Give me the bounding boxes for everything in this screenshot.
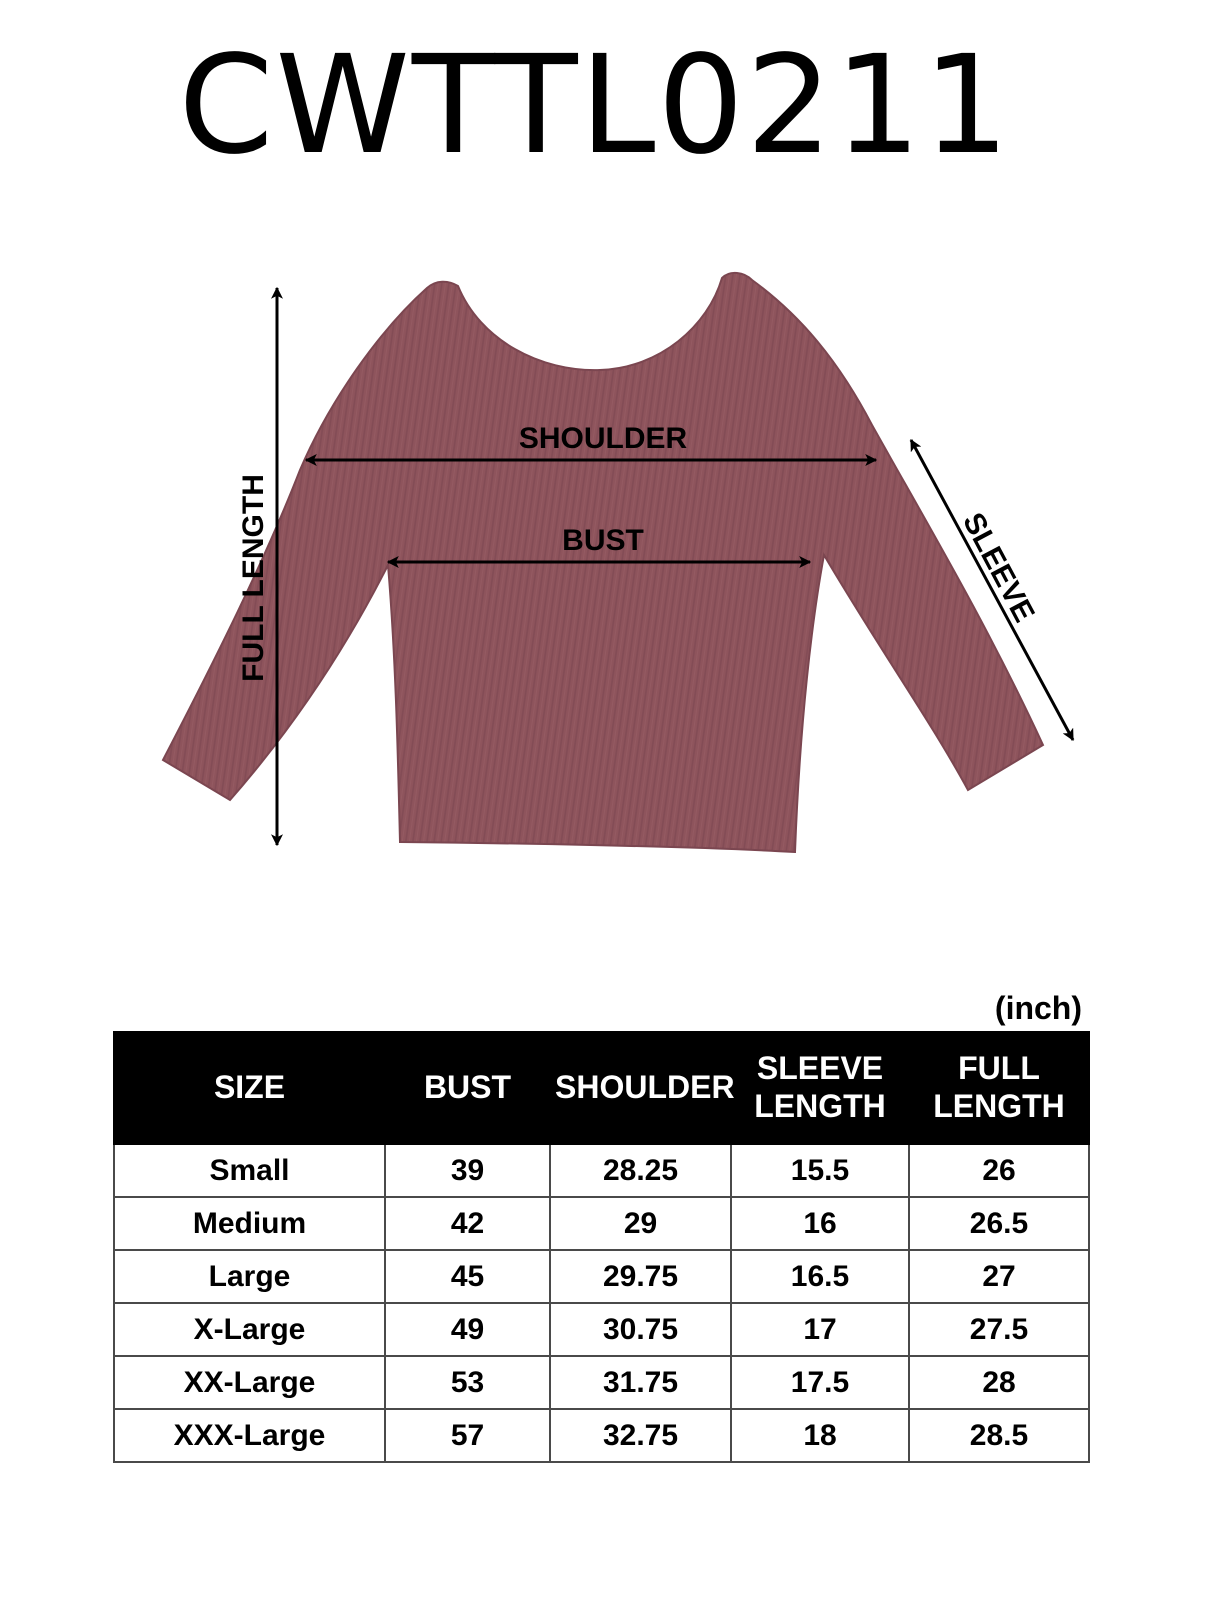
bust-cell: 45 <box>385 1250 550 1303</box>
size-cell: XX-Large <box>114 1356 385 1409</box>
size-cell: XXX-Large <box>114 1409 385 1462</box>
table-row <box>114 1250 1089 1303</box>
full-length-label: FULL LENGTH <box>237 474 270 682</box>
shoulder-cell: 29 <box>550 1197 731 1250</box>
table-row <box>114 1409 1089 1462</box>
shoulder-label: SHOULDER <box>518 422 688 455</box>
shoulder-cell: 28.25 <box>550 1144 731 1197</box>
full-length-cell: 28.5 <box>909 1409 1089 1462</box>
unit-label: (inch) <box>994 990 1082 1026</box>
full-length-cell: 27.5 <box>909 1303 1089 1356</box>
sleeve-length-cell: 16 <box>731 1197 909 1250</box>
full-length-cell: 27 <box>909 1250 1089 1303</box>
bust-label: BUST <box>562 524 644 557</box>
product-code-title: CWTTL0211 <box>178 27 1012 185</box>
bust-cell: 57 <box>385 1409 550 1462</box>
shoulder-cell: 30.75 <box>550 1303 731 1356</box>
sleeve-length-cell: 18 <box>731 1409 909 1462</box>
table-row <box>114 1356 1089 1409</box>
table-row <box>114 1144 1089 1197</box>
header-bust: BUST <box>385 1032 550 1144</box>
shoulder-cell: 32.75 <box>550 1409 731 1462</box>
bust-cell: 53 <box>385 1356 550 1409</box>
size-cell: Small <box>114 1144 385 1197</box>
header-sleeve-length: SLEEVE LENGTH <box>731 1032 909 1144</box>
sleeve-label: SLEEVE <box>956 507 1041 628</box>
table-header-row <box>114 1032 1089 1144</box>
bust-cell: 49 <box>385 1303 550 1356</box>
size-cell: Medium <box>114 1197 385 1250</box>
size-chart-table <box>113 1031 1090 1463</box>
header-size: SIZE <box>114 1032 385 1144</box>
header-full-length: FULL LENGTH <box>909 1032 1089 1144</box>
full-length-cell: 26 <box>909 1144 1089 1197</box>
full-length-cell: 26.5 <box>909 1197 1089 1250</box>
sleeve-length-cell: 15.5 <box>731 1144 909 1197</box>
size-cell: Large <box>114 1250 385 1303</box>
table-row <box>114 1197 1089 1250</box>
size-cell: X-Large <box>114 1303 385 1356</box>
table-row <box>114 1303 1089 1356</box>
shoulder-cell: 31.75 <box>550 1356 731 1409</box>
full-length-cell: 28 <box>909 1356 1089 1409</box>
header-shoulder: SHOULDER <box>550 1032 731 1144</box>
sleeve-length-cell: 16.5 <box>731 1250 909 1303</box>
sleeve-length-cell: 17.5 <box>731 1356 909 1409</box>
bust-cell: 42 <box>385 1197 550 1250</box>
bust-cell: 39 <box>385 1144 550 1197</box>
sleeve-length-cell: 17 <box>731 1303 909 1356</box>
shoulder-cell: 29.75 <box>550 1250 731 1303</box>
